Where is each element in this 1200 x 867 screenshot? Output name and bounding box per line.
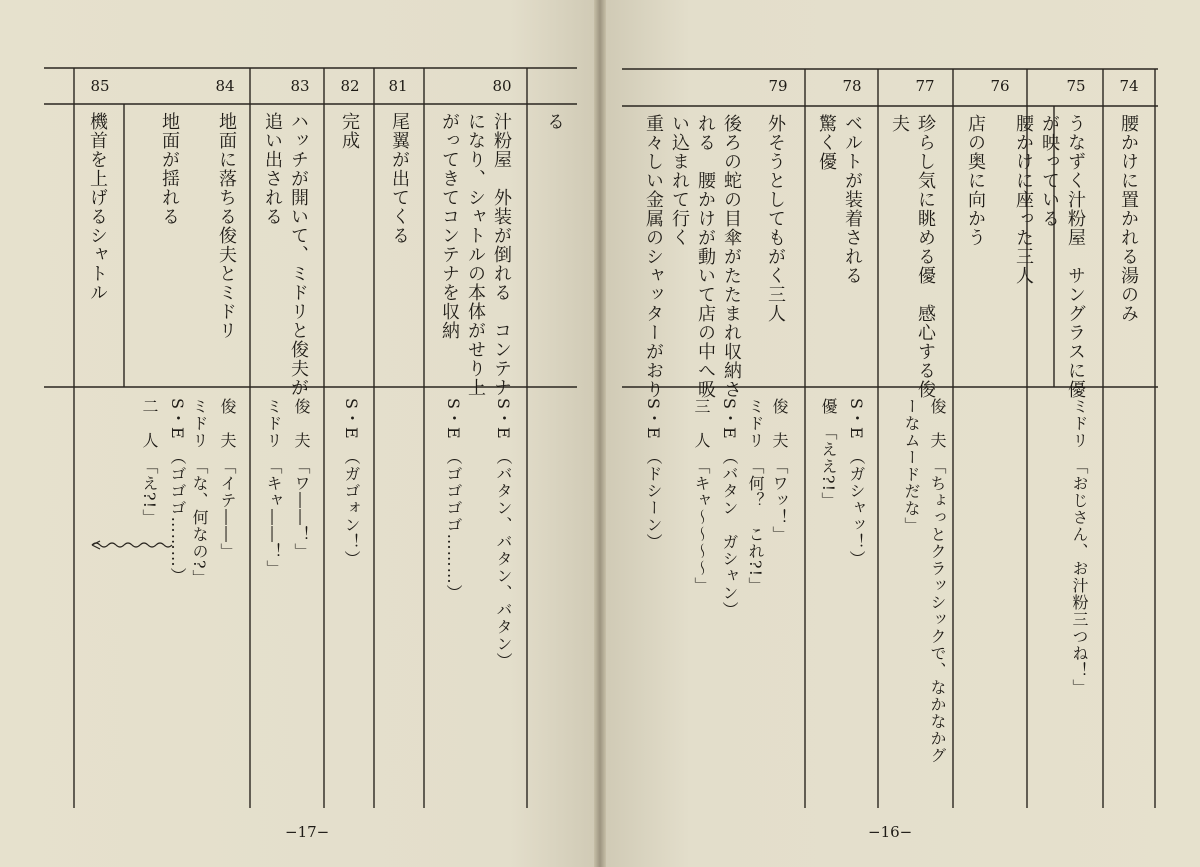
scene-number: 79 [768, 77, 788, 95]
scene-number: 81 [388, 77, 408, 95]
dialogue-line: S・E （ゴゴゴ………） [168, 398, 187, 585]
page-number: −17− [285, 823, 330, 841]
scene-number: 75 [1066, 77, 1086, 95]
dialogue-line: S・E （ドシーン） [644, 398, 663, 551]
dialogue-line: S・E （ガシャッ！） [847, 398, 866, 568]
action-text: 地面に落ちる俊夫とミドリ [216, 112, 237, 340]
scene-number: 85 [90, 77, 110, 95]
action-text: 珍らし気に眺める優 感心する俊 夫 [889, 114, 936, 399]
scene-number: 78 [842, 77, 862, 95]
scene-number: 74 [1119, 77, 1139, 95]
action-text: 完成 [339, 112, 360, 150]
scene-number: 83 [290, 77, 310, 95]
action-text: 機首を上げるシャトル [87, 112, 108, 302]
action-text: る [544, 112, 565, 131]
scene-number: 77 [915, 77, 935, 95]
action-text: ベルトが装着される 驚く優 [816, 114, 863, 285]
page-number: −16− [868, 823, 913, 841]
dialogue-line: ミドリ 「な、何なの?」 [190, 398, 209, 587]
scene-number: 76 [990, 77, 1010, 95]
dialogue-line: 俊 夫 「ワッ！」 [770, 398, 789, 543]
scene-number: 84 [215, 77, 235, 95]
wavy-arrow [92, 541, 172, 549]
dialogue-line: 俊 夫 「ワ――！」 [292, 398, 311, 560]
dialogue-line: ミドリ 「おじさん、お汁粉三つね！」 [1070, 398, 1089, 696]
action-text: うなずく汁粉屋 サングラスに優 が映っている 腰かけに座った三人 [1013, 114, 1086, 399]
dialogue-line: ミドリ 「キャ――！」 [264, 398, 283, 577]
dialogue-line: 俊 夫 「ちょっとクラッシックで、なかなかグ ーなムードだな」 [902, 398, 947, 764]
dialogue-line: ミドリ 「何？ これ?!」 [746, 398, 765, 595]
dialogue-line: S・E （バタン、バタン、バタン） [494, 398, 513, 670]
dialogue-line: 俊 夫 「イテ――」 [218, 398, 237, 560]
dialogue-line: 優 「ええ?!」 [819, 398, 838, 510]
dialogue-line: S・E （ゴゴゴゴ………） [444, 398, 463, 602]
action-text: 腰かけに置かれる湯のみ [1118, 114, 1139, 323]
scene-number: 82 [340, 77, 360, 95]
action-text: 後ろの蛇の目傘がたたまれ収納さ れる 腰かけが動いて店の中へ吸 い込まれて行く 重々しい金属のシャッターがおり [643, 114, 742, 399]
dialogue-line: S・E （ガゴォン！） [342, 398, 361, 568]
action-text: ハッチが開いて、ミドリと俊夫が 追い出される [262, 112, 309, 397]
action-text: 尾翼が出てくる [389, 112, 410, 245]
action-text: 地面が揺れる [159, 112, 180, 226]
action-text: 店の奥に向かう [965, 114, 986, 247]
dialogue-line: 二 人 「え?!」 [140, 398, 159, 527]
scene-number: 80 [492, 77, 512, 95]
dialogue-line: S・E （バタン ガシャン） [720, 398, 739, 619]
action-text: 汁粉屋 外装が倒れる コンテナ になり、シャトルの本体がせり上 がってきてコンテナを収納 [439, 112, 512, 397]
action-text: 外そうとしてもがく三人 [765, 114, 786, 323]
dialogue-line: 三 人 「キャ〜〜〜〜」 [692, 398, 711, 594]
